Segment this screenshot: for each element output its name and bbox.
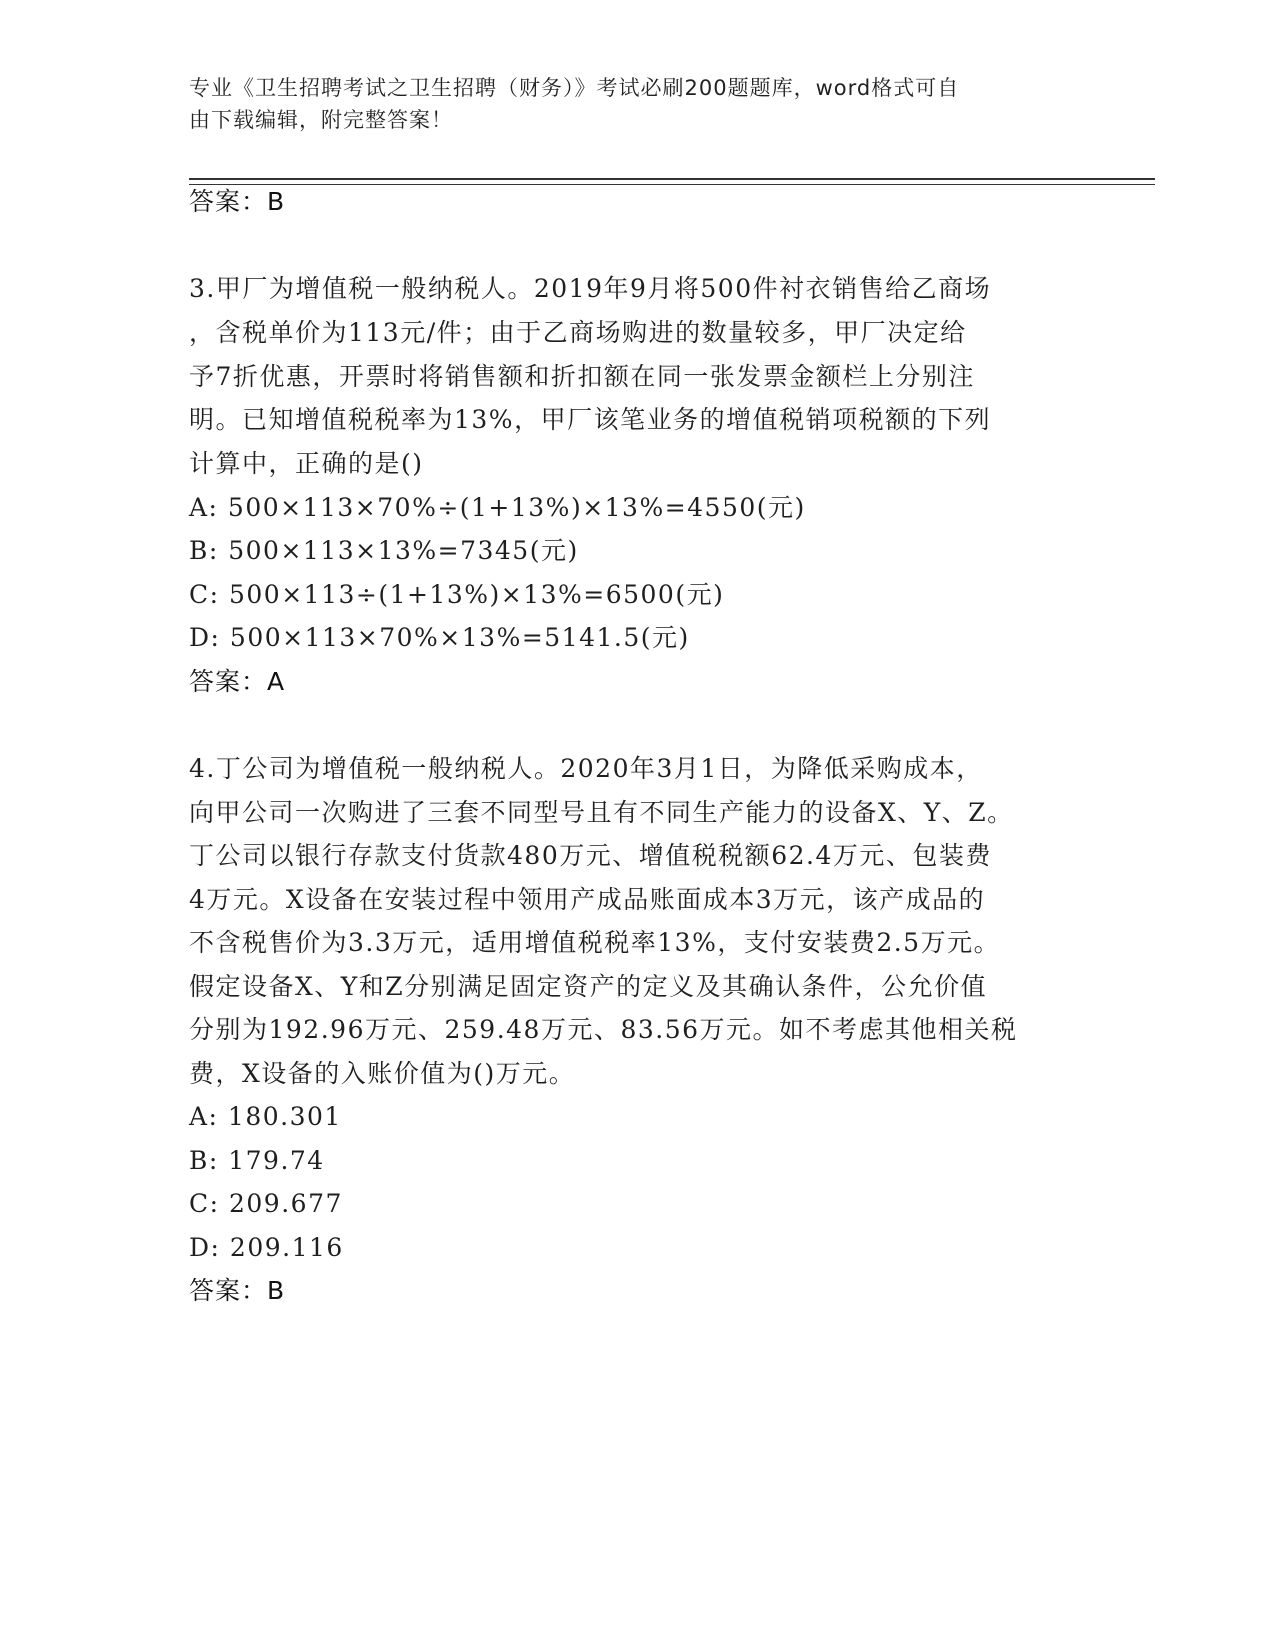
header-rule-thin <box>189 184 1155 185</box>
header-rule-thick <box>189 178 1155 180</box>
question-3-line-4: 明。已知增值税税率为13%，甲厂该笔业务的增值税销项税额的下列 <box>189 405 992 434</box>
question-3-line-2: ，含税单价为113元/件；由于乙商场购进的数量较多，甲厂决定给 <box>189 318 967 347</box>
question-4-line-8: 费，X设备的入账价值为()万元。 <box>189 1059 576 1088</box>
question-3-option-d: D: 500×113×70%×13%=5141.5(元) <box>189 623 690 652</box>
header-line-1: 专业《卫生招聘考试之卫生招聘（财务）》考试必刷200题题库，word格式可自 <box>189 76 960 100</box>
question-4-line-4: 4万元。X设备在安装过程中领用产成品账面成本3万元，该产成品的 <box>189 885 986 914</box>
question-3-option-b: B: 500×113×13%=7345(元) <box>189 536 579 565</box>
prev-answer: 答案：B <box>189 187 286 216</box>
page-header <box>189 72 1089 136</box>
header-line-2: 由下载编辑，附完整答案！ <box>189 108 453 132</box>
question-3-answer: 答案：A <box>189 667 286 696</box>
question-4-option-d: D: 209.116 <box>189 1233 344 1262</box>
question-4-line-7: 分别为192.96万元、259.48万元、83.56万元。如不考虑其他相关税 <box>189 1015 1018 1044</box>
question-3-option-c: C: 500×113÷(1+13%)×13%=6500(元) <box>189 580 725 609</box>
question-3-line-5: 计算中，正确的是() <box>189 449 424 478</box>
question-3-line-1: 3.甲厂为增值税一般纳税人。2019年9月将500件衬衣销售给乙商场 <box>189 274 992 303</box>
question-4-line-6: 假定设备X、Y和Z分别满足固定资产的定义及其确认条件，公允价值 <box>189 972 988 1001</box>
question-4-line-3: 丁公司以银行存款支付货款480万元、增值税税额62.4万元、包装费 <box>189 841 992 870</box>
question-4-line-1: 4.丁公司为增值税一般纳税人。2020年3月1日，为降低采购成本， <box>189 754 983 783</box>
question-4-line-5: 不含税售价为3.3万元，适用增值税税率13%，支付安装费2.5万元。 <box>189 928 1001 957</box>
question-4-option-a: A: 180.301 <box>189 1102 342 1131</box>
question-3-option-a: A: 500×113×70%÷(1+13%)×13%=4550(元) <box>189 493 806 522</box>
question-4-option-c: C: 209.677 <box>189 1189 343 1218</box>
question-4-option-b: B: 179.74 <box>189 1146 325 1175</box>
question-4-line-2: 向甲公司一次购进了三套不同型号且有不同生产能力的设备X、Y、Z。 <box>189 798 1014 827</box>
question-3-line-3: 予7折优惠，开票时将销售额和折扣额在同一张发票金额栏上分别注 <box>189 362 975 391</box>
question-4-answer: 答案：B <box>189 1276 286 1305</box>
